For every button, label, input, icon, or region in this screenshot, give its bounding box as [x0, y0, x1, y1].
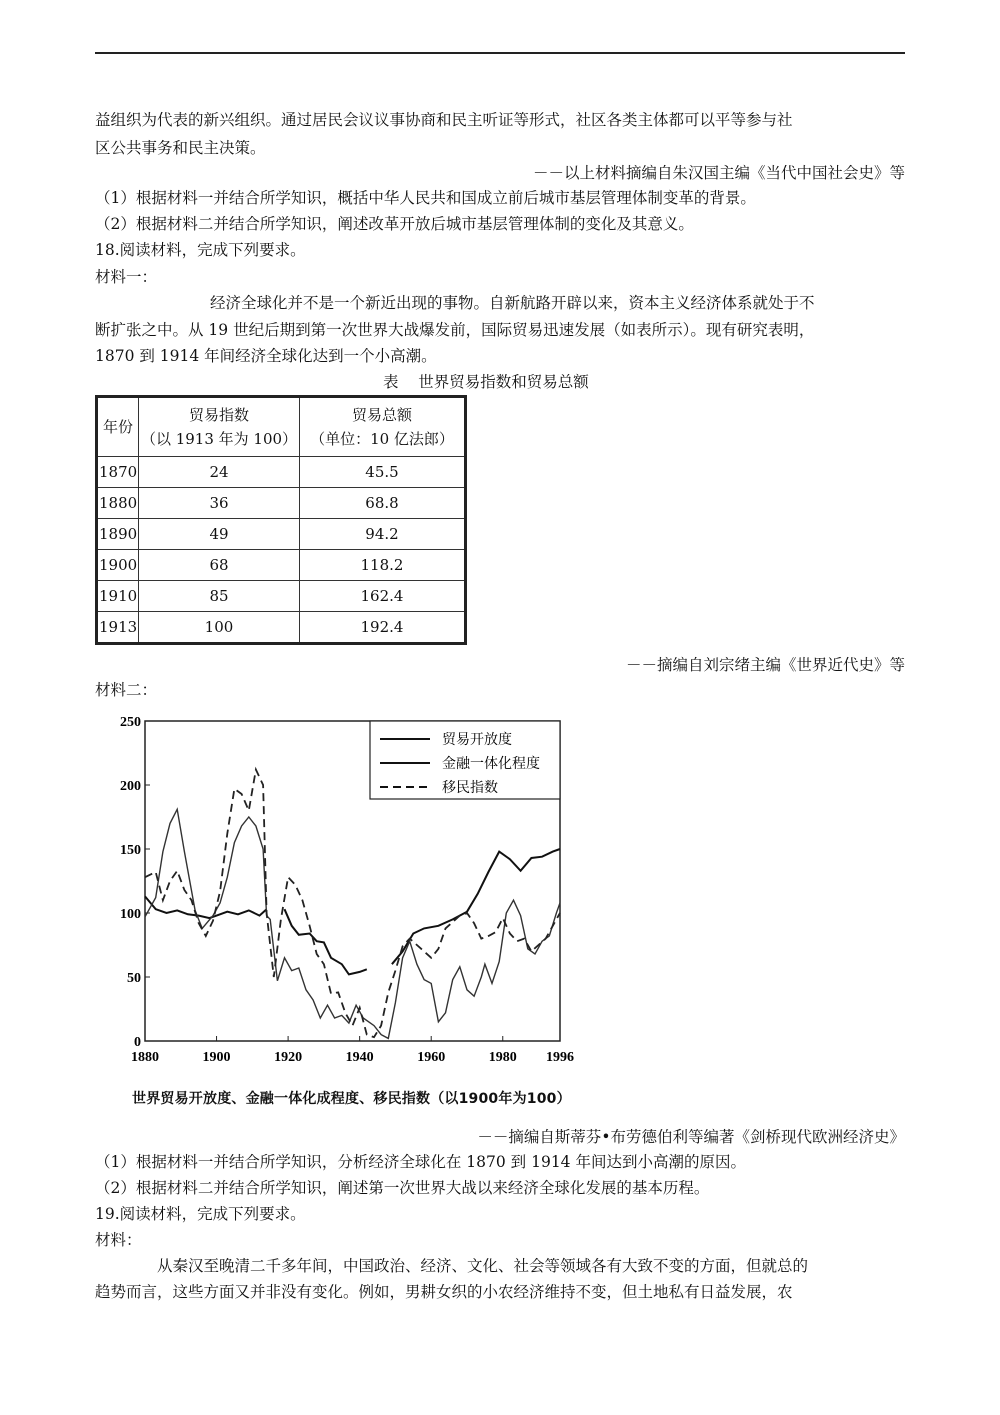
x-tick-label: 1940 — [345, 1050, 374, 1065]
paragraph-line: 趋势而言，这些方面又并非没有变化。例如，男耕女织的小农经济维持不变，但土地私有日益发展，农 — [95, 1283, 793, 1301]
x-tick-label: 1960 — [417, 1050, 446, 1065]
paragraph-line: 区公共事务和民主决策。 — [95, 139, 266, 157]
table-row: 1913 100 192.4 — [97, 612, 466, 644]
y-tick-label: 150 — [120, 843, 141, 858]
chart-caption: 世界贸易开放度、金融一体化成程度、移民指数（以1900年为100） — [132, 1091, 571, 1107]
legend-label: 贸易开放度 — [442, 732, 512, 748]
material-label: 材料二： — [95, 681, 158, 699]
source-citation: －－摘编自斯蒂芬•布劳德伯利等编著《剑桥现代欧洲经济史》 — [477, 1128, 905, 1146]
series-line-3 — [145, 770, 560, 1038]
question-item: （2）根据材料二并结合所学知识，阐述改革开放后城市基层管理体制的变化及其意义。 — [95, 215, 694, 233]
header-trade-index: 贸易指数 （以 1913 年为 100） — [139, 397, 300, 457]
material-label: 材料： — [95, 1231, 142, 1249]
header-year: 年份 — [97, 397, 139, 457]
legend-label: 金融一体化程度 — [442, 756, 540, 772]
question-item: （2）根据材料二并结合所学知识，阐述第一次世界大战以来经济全球化发展的基本历程。 — [95, 1179, 710, 1197]
globalization-line-chart — [95, 706, 595, 1086]
question-item: （1）根据材料一并结合所学知识，概括中华人民共和国成立前后城市基层管理体制变革的背景。 — [95, 189, 756, 207]
y-tick-label: 0 — [134, 1035, 141, 1050]
table-row: 1900 68 118.2 — [97, 550, 466, 581]
x-tick-label: 1980 — [488, 1050, 517, 1065]
paragraph-line: 从秦汉至晚清二千多年间，中国政治、经济、文化、社会等领域各有大致不变的方面，但就总的 — [157, 1257, 809, 1275]
question-heading: 18.阅读材料，完成下列要求。 — [95, 241, 306, 259]
legend-label: 移民指数 — [442, 780, 498, 796]
y-tick-label: 50 — [127, 971, 141, 986]
paragraph-line: 经济全球化并不是一个新近出现的事物。自新航路开辟以来，资本主义经济体系就处于不 — [210, 294, 815, 312]
x-tick-label: 1900 — [202, 1050, 231, 1065]
question-heading: 19.阅读材料，完成下列要求。 — [95, 1205, 306, 1223]
table-header-row — [97, 397, 466, 457]
material-label: 材料一： — [95, 268, 158, 286]
source-citation: －－以上材料摘编自朱汉国主编《当代中国社会史》等 — [532, 164, 905, 182]
x-tick-label: 1920 — [274, 1050, 303, 1065]
trade-table — [95, 395, 467, 645]
paragraph-line: 断扩张之中。从 19 世纪后期到第一次世界大战爆发前，国际贸易迅速发展（如表所示）。现有研究表明， — [95, 321, 815, 339]
y-tick-label: 200 — [120, 779, 141, 794]
header-rule — [95, 52, 905, 54]
series-line-1 — [285, 909, 367, 974]
x-tick-label: 1880 — [131, 1050, 159, 1065]
series-line-2 — [145, 809, 560, 1038]
y-tick-label: 100 — [120, 907, 141, 922]
paragraph-line: 益组织为代表的新兴组织。通过居民会议议事协商和民主听证等形式，社区各类主体都可以平等参与社 — [95, 111, 793, 129]
source-citation: －－摘编自刘宗绪主编《世界近代史》等 — [625, 656, 905, 674]
table-row: 1880 36 68.8 — [97, 488, 466, 519]
header-trade-total: 贸易总额 （单位：10 亿法郎） — [300, 397, 466, 457]
y-tick-label: 250 — [120, 715, 141, 730]
paragraph-line: 1870 到 1914 年间经济全球化达到一个小高潮。 — [95, 347, 437, 365]
x-tick-label: 1996 — [546, 1050, 574, 1065]
table-row: 1870 24 45.5 — [97, 457, 466, 488]
table-row: 1890 49 94.2 — [97, 519, 466, 550]
series-line-1 — [392, 849, 560, 964]
table-caption: 表 世界贸易指数和贸易总额 — [383, 373, 589, 391]
question-item: （1）根据材料一并结合所学知识，分析经济全球化在 1870 到 1914 年间达到小高潮的原因。 — [95, 1153, 746, 1171]
table-row: 1910 85 162.4 — [97, 581, 466, 612]
